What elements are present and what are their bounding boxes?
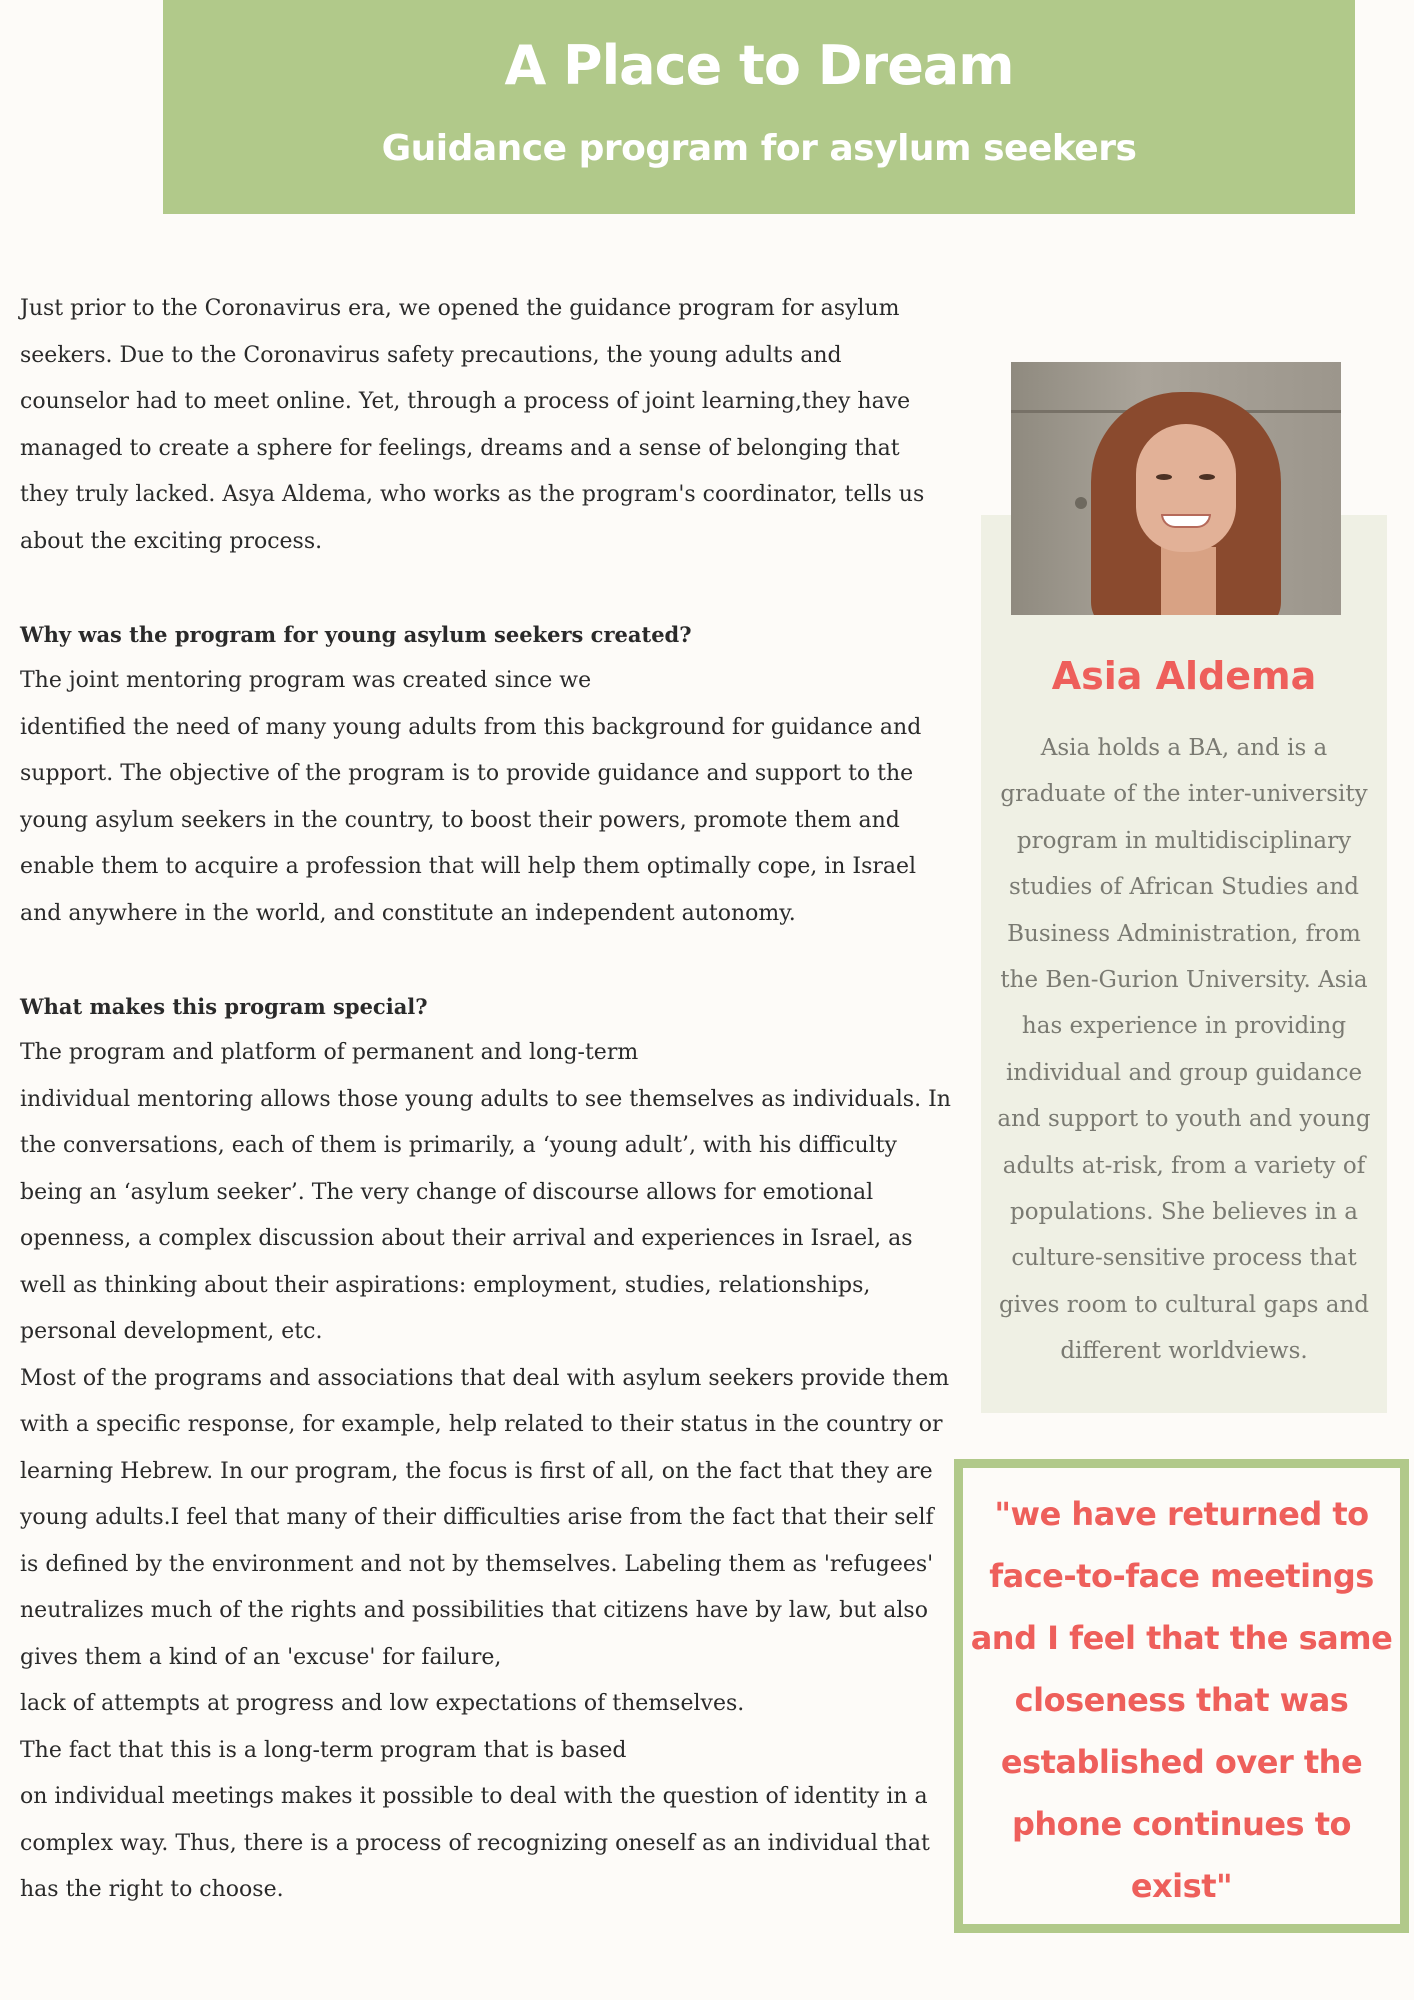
answer-2-paragraph: on individual meetings makes it possible to deal with the question of identity in a complex way. Thus, there is a process of recognizing oneself as an individual that has the right to choose.	[20, 1784, 930, 1902]
answer-1-line: identified the need of many young adults from this background for guidance and	[20, 714, 922, 740]
intro-paragraph: Just prior to the Coronavirus era, we opened the guidance program for asylum seekers. Due to the Coronavirus safety precautions, the young adults and counselor had to meet online. Yet, through a process of joint learning,they have managed to create a sphere for feelings, dreams and a sense of belonging that they truly lacked. Asya Aldema, who works as the program's coordinator, tells us about the exciting process.	[20, 296, 925, 554]
answer-2-paragraph: individual mentoring allows those young adults to see themselves as individuals. In the conversations, each of them is primarily, a ‘young adult’, with his difficulty being an ‘asylum seeker’. The very change of discourse allows for emotional openness, a complex discussion about their arrival and experiences in Israel, as well as thinking about their aspirations: employment, studies, relationships, personal development, etc.	[20, 1086, 951, 1344]
question-heading-1: Why was the program for young asylum seekers created?	[20, 621, 692, 647]
answer-2-line: The program and platform of permanent and long-term	[20, 1040, 639, 1065]
article-body	[20, 286, 955, 1914]
header-banner	[163, 0, 1355, 214]
answer-2-paragraph: Most of the programs and associations that deal with asylum seekers provide them with a specific response, for example, help related to their status in the country or learning Hebrew. In our program, the focus is first of all, on the fact that they are young adults.I feel that many of their difficulties arise from the fact that their self is defined by the environment and not by themselves. Labeling them as 'refugees' neutralizes much of the rights and possibilities that citizens have by law, but also gives them a kind of an 'excuse' for failure,	[20, 1365, 950, 1670]
answer-1-paragraph: support. The objective of the program is to provide guidance and support to the young asylum seekers in the country, to boost their powers, promote them and enable them to acquire a profession that will help them optimally cope, in Israel and anywhere in the world, and constitute an independent autonomy.	[20, 761, 917, 926]
answer-1-line: The joint mentoring program was created since we	[20, 668, 592, 693]
profile-photo	[1011, 362, 1341, 615]
bio-name: Asia Aldema	[1051, 654, 1317, 698]
answer-2-line: lack of attempts at progress and low expectations of themselves.	[20, 1691, 745, 1716]
question-heading-2: What makes this program special?	[20, 993, 428, 1019]
page-subtitle: Guidance program for asylum seekers	[381, 128, 1137, 169]
bio-description: Asia holds a BA, and is a graduate of the inter-university program in multidisciplinary studies of African Studies and Business Administration, from the Ben-Gurion University. Asia has experience in providing individual and group guidance and support to youth and young adults at-risk, from a variety of populations. She believes in a culture-sensitive process that gives room to cultural gaps and different worldviews.	[997, 735, 1371, 1365]
answer-2-line: The fact that this is a long-term program that is based	[20, 1737, 627, 1763]
pull-quote: "we have returned to face-to-face meetings and I feel that the same closeness that was established over the phone continues to exist"	[970, 1495, 1393, 1905]
page-title: A Place to Dream	[504, 34, 1014, 97]
